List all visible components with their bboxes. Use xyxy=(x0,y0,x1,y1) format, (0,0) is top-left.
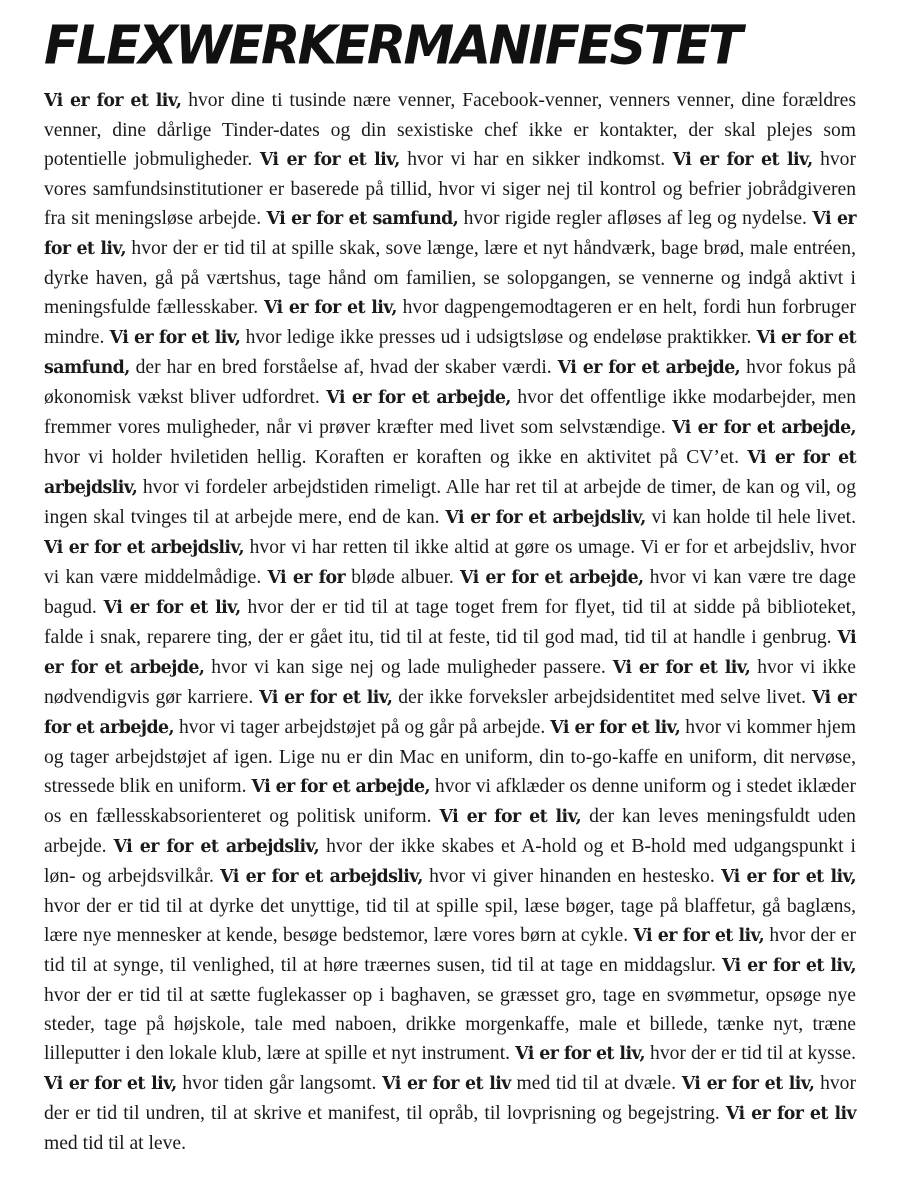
manifest-text: hvor vi holder hviletiden hellig. Koraften er koraften og ikke en aktivitet på CV’et. xyxy=(44,447,748,468)
refrain-phrase: Vi er for et arbejde, xyxy=(44,628,856,678)
refrain-phrase: Vi er for et arbejdsliv, xyxy=(44,448,856,498)
refrain-phrase: Vi er for et arbejde, xyxy=(251,777,430,797)
manifest-text: hvor vi afklæder os denne uniform og i stedet iklæder os en fællesskabsorienteret og politisk uniform. xyxy=(44,776,856,827)
refrain-phrase: Vi er for et liv, xyxy=(721,956,856,976)
manifest-text: der har en bred forståelse af, hvad der skaber værdi. xyxy=(129,357,558,378)
manifest-text: hvor der er tid til at tage toget frem for flyet, tid til at sidde på biblioteket, falde i snak, reparere ting, der er gået itu, tid til at feste, tid til god mad, tid til at handle i genbrug. xyxy=(44,597,856,648)
refrain-phrase: Vi er for et arbejdsliv, xyxy=(44,538,244,558)
refrain-phrase: Vi er for et liv xyxy=(382,1074,511,1094)
manifest-text: hvor vi tager arbejdstøjet på og går på arbejde. xyxy=(173,717,551,738)
manifest-text: hvor der er tid til at sætte fuglekasser op i baghaven, se græsset gro, tage en svømmetur, opsøge nye steder, tage på højskole, tale med naboen, drikke morgenkaffe, male et billede, tænke nyt, træne lilleputter i den lokale klub, lære at spille et nyt instrument. xyxy=(44,985,856,1064)
refrain-phrase: Vi er for et liv, xyxy=(259,150,400,170)
manifest-text: hvor fokus på økonomisk vækst bliver udfordret. xyxy=(44,357,856,408)
manifest-text: hvor vi giver hinanden en hestesko. xyxy=(422,866,722,887)
manifest-text: hvor dagpengemodtageren er en helt, fordi hun forbruger mindre. xyxy=(44,297,856,348)
refrain-phrase: Vi er for et liv, xyxy=(109,328,241,348)
manifest-text: hvor vi kan sige nej og lade muligheder passere. xyxy=(204,657,613,678)
manifest-text: hvor rigide regler afløses af leg og nydelse. xyxy=(458,208,813,229)
refrain-phrase: Vi er for et arbejdsliv, xyxy=(445,508,646,528)
refrain-phrase: Vi er for et arbejde, xyxy=(326,388,511,408)
manifest-text: bløde albuer. xyxy=(345,567,461,588)
manifest-text: hvor der er tid til at dyrke det unyttige, tid til at spille spil, læse bøger, tage på blaffetur, gå baglæns, lære nye mennesker at kende, besøge bedstemor, lære vores børn at cykle. xyxy=(44,896,856,946)
refrain-phrase: Vi er for et liv, xyxy=(515,1044,645,1064)
refrain-phrase: Vi er for et arbejde, xyxy=(672,418,856,438)
refrain-phrase: Vi er for xyxy=(267,568,346,588)
manifest-text: hvor vi fordeler arbejdstiden rimeligt. Alle har ret til at arbejde de timer, de kan og vil, og ingen skal tvinges til at arbejde mere, end de kan. xyxy=(44,477,856,528)
refrain-phrase: Vi er for et arbejdsliv, xyxy=(113,837,320,857)
manifest-text: hvor vi har en sikker indkomst. xyxy=(399,149,673,170)
manifest-text: hvor vi har retten til ikke altid at gøre os umage. Vi er for et arbejdsliv, hvor vi kan være middelmådige. xyxy=(44,537,857,588)
refrain-phrase: Vi er for et liv, xyxy=(44,1074,177,1094)
manifest-text: hvor der er tid til at spille skak, sove længe, lære et nyt håndværk, bage brød, male entréen, dyrke haven, gå på værtshus, tage hånd om familien, se solopgangen, se vennerne og indgå aktivt i meningsfulde fællesskaber. xyxy=(44,238,856,318)
manifest-text: hvor vores samfundsinstitutioner er baserede på tillid, hvor vi siger nej til kontrol og befrier jobrådgiveren fra sit meningsløse arbejde. xyxy=(44,149,856,229)
manifest-text: hvor der er tid til at synge, til venlighed, til at høre træernes susen, tid til at tage en middagslur. xyxy=(44,925,857,976)
manifest-text: hvor vi ikke nødvendigvis gør karriere. xyxy=(44,657,856,708)
manifest-body xyxy=(44,86,856,1158)
manifest-text: med tid til at leve. xyxy=(44,1133,187,1154)
refrain-phrase: Vi er for et arbejde, xyxy=(557,358,741,378)
refrain-phrase: Vi er for et liv, xyxy=(103,598,241,618)
refrain-phrase: Vi er for et liv, xyxy=(259,688,393,708)
refrain-phrase: Vi er for et samfund, xyxy=(44,328,856,378)
refrain-phrase: Vi er for et samfund, xyxy=(266,209,459,229)
refrain-phrase: Vi er for et liv, xyxy=(263,298,397,318)
refrain-phrase: Vi er for et liv, xyxy=(44,209,856,259)
manifest-text: hvor vi kan være tre dage bagud. xyxy=(44,567,856,618)
refrain-phrase: Vi er for et liv xyxy=(725,1104,856,1124)
refrain-phrase: Vi er for et liv, xyxy=(612,658,751,678)
manifest-text: hvor tiden går langsomt. xyxy=(176,1073,383,1094)
manifest-text: hvor det offentlige ikke modarbejder, men fremmer vores muligheder, når vi prøver kræfter med livet som selvstændige. xyxy=(44,387,856,438)
refrain-phrase: Vi er for et liv, xyxy=(550,718,681,738)
refrain-phrase: Vi er for et arbejde, xyxy=(460,568,644,588)
manifest-text: hvor ledige ikke presses ud i udsigtsløse og endeløse praktikker. xyxy=(240,327,757,348)
refrain-phrase: Vi er for et liv, xyxy=(439,807,582,827)
manifest-text: hvor der er tid til at kysse. xyxy=(645,1043,856,1064)
page-title: FLEXWERKERMANIFESTET xyxy=(44,15,741,78)
refrain-phrase: Vi er for et arbejde, xyxy=(44,688,856,738)
manifest-text: hvor der er tid til undren, til at skrive et manifest, til opråb, til lovprisning og begejstring. xyxy=(44,1073,857,1124)
refrain-phrase: Vi er for et liv, xyxy=(672,150,813,170)
manifest-text: der ikke forveksler arbejdsidentitet med selve livet. xyxy=(392,687,812,708)
manifest-text: hvor vi kommer hjem og tager arbejdstøjet af igen. Lige nu er din Mac en uniform, din to-go-kaffe en uniform, dit nervøse, stressede blik en uniform. xyxy=(44,717,856,797)
refrain-phrase: Vi er for et liv, xyxy=(44,91,182,111)
refrain-phrase: Vi er for et liv, xyxy=(681,1074,815,1094)
refrain-phrase: Vi er for et arbejdsliv, xyxy=(220,867,423,887)
manifest-text: vi kan holde til hele livet. xyxy=(645,507,856,528)
manifest-text: hvor dine ti tusinde nære venner, Facebook-venner, venners venner, dine forældres venner, dine dårlige Tinder-dates og din sexistiske chef ikke er kontakter, der skal plejes som potentielle jobmuligheder. xyxy=(44,90,856,170)
refrain-phrase: Vi er for et liv, xyxy=(721,867,857,887)
manifest-text: med tid til at dvæle. xyxy=(510,1073,682,1094)
manifest-text: der kan leves meningsfuldt uden arbejde. xyxy=(44,806,856,857)
manifest-text: hvor der ikke skabes et A-hold og et B-hold med udgangspunkt i løn- og arbejdsvilkår. xyxy=(44,836,857,887)
refrain-phrase: Vi er for et liv, xyxy=(633,926,765,946)
